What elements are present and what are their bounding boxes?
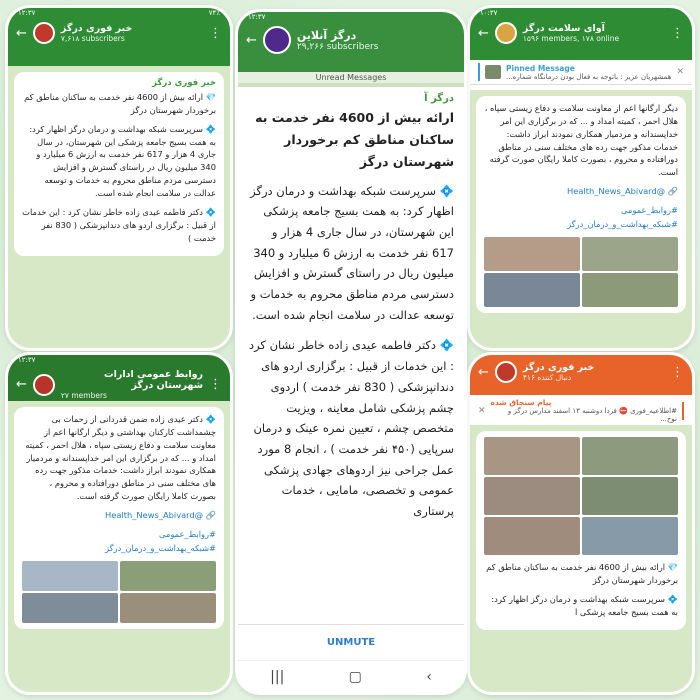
pinned-text: همشهریان عزیز : باتوجه به فعال بودن درمانگاه شماره... <box>506 72 672 81</box>
link-icon: 🔗 <box>205 510 216 521</box>
photo-thumbnail[interactable] <box>120 593 216 623</box>
back-arrow-icon[interactable]: ← <box>478 25 489 41</box>
hashtag-link[interactable]: #روابط_عمومی <box>159 528 216 539</box>
diamond-icon: 💠 <box>439 183 454 198</box>
close-icon[interactable]: ✕ <box>676 67 684 77</box>
back-arrow-icon[interactable]: ← <box>16 25 27 41</box>
photo-thumbnail[interactable] <box>582 517 678 555</box>
message-paragraph: سرپرست شبکه بهداشت و درمان درگز اظهار کرد: به همت بسیج جامعه پزشکی ا <box>491 593 678 617</box>
status-bar <box>470 8 692 20</box>
more-options-icon[interactable]: ⋮ <box>671 364 684 380</box>
photo-thumbnail[interactable] <box>484 273 580 307</box>
pin-thumbnail <box>485 65 501 79</box>
panel-avay-salamat <box>470 8 692 348</box>
photo-thumbnail[interactable] <box>22 593 118 623</box>
back-button[interactable]: ‹ <box>426 668 432 685</box>
group-title[interactable]: روابط عمومی ادارات شهرستان درگز <box>104 369 203 391</box>
follower-count: ۴۱۶ دنبال کننده <box>522 373 572 382</box>
link-icon: 🔗 <box>667 186 678 197</box>
pinned-label: پیام سنجاق شده <box>490 398 552 407</box>
status-time: ۱۲:۳۷ <box>18 9 36 17</box>
hashtag-link[interactable]: #شبکه_بهداشت_و_درمان_درگز <box>567 218 678 229</box>
photo-thumbnail[interactable] <box>582 237 678 271</box>
status-bar <box>8 355 230 367</box>
channel-title[interactable]: خبر فوری درگز <box>60 23 133 34</box>
channel-avatar[interactable] <box>33 22 55 44</box>
diamond-icon: 💎 <box>667 562 678 572</box>
photo-thumbnail[interactable] <box>484 517 580 555</box>
app-header <box>8 355 230 401</box>
app-header <box>470 355 692 395</box>
app-header <box>238 12 464 72</box>
message-headline: ارائه بیش از 4600 نفر خدمت به ساکنان مناطق کم برخوردار شهرستان درگز <box>486 562 678 585</box>
message-paragraph: سرپرست شبکه بهداشت و درمان درگز اظهار کرد: به همت بسیج جامعه پزشکی این شهرستان، در سال جاری 4 هزار و 617 نفر خدمت به ارزش 6 میلیارد و 340 میلیون ریال در راستای گسترش و افزایش دسترسی مردم مناطق محروم به خدمات و توسعه عدالت در سلامت انجام شده است. <box>250 183 454 322</box>
channel-name: خبر فوری درگز <box>152 78 216 88</box>
hashtag-link[interactable]: #روابط_عمومی <box>621 205 678 216</box>
message-bubble[interactable] <box>476 96 686 313</box>
subscriber-count: ۲۹,۲۶۶ subscribers <box>296 41 379 52</box>
photo-thumbnail[interactable] <box>120 561 216 591</box>
diamond-icon: 💠 <box>205 206 216 217</box>
pinned-message-bar[interactable] <box>470 60 692 85</box>
home-button[interactable]: ▢ <box>348 668 362 685</box>
photo-thumbnail[interactable] <box>582 437 678 475</box>
back-arrow-icon[interactable]: ← <box>478 364 489 380</box>
channel-link[interactable]: @Health_News_Abivard <box>104 510 204 521</box>
chat-area[interactable] <box>8 401 230 692</box>
status-bar <box>238 12 464 24</box>
group-avatar[interactable] <box>33 374 55 396</box>
android-nav-bar <box>238 660 464 692</box>
app-header <box>8 8 230 66</box>
photo-thumbnail[interactable] <box>22 561 118 591</box>
app-header <box>470 8 692 60</box>
channel-avatar[interactable] <box>495 361 517 383</box>
message-paragraph: دیگر ارگانها اعم از معاونت سلامت و دفاع زیستی سپاه ، هلال احمر ، کمیته امداد و ... که در برگزاری این امر خداپسندانه و مردمیار همکاری نمودند ابراز داشت: خدمات مذکور جهت رده های مختلف سنی در مناطق دورافتاده و محروم ، بصورت کاملا رایگان صورت گرفته است. <box>484 103 678 178</box>
member-count: ۱۵۹۶ members, ۱۷۸ online <box>522 34 620 43</box>
pin-accent-bar <box>478 63 480 81</box>
diamond-icon: 💠 <box>205 414 216 424</box>
message-paragraph: دکتر فاطمه عیدی زاده خاطر نشان کرد : این خدمات از قبیل : برگزاری اردو های دندانپزشکی ( 830 نفر خدمت ) <box>22 206 216 243</box>
photo-thumbnail[interactable] <box>484 477 580 515</box>
message-paragraph: دکتر عیدی زاده ضمن قدردانی از زحمات بی چشمداشت کارکنان بهداشتی و دیگر ارگانها اعم از معاونت سلامت و دفاع زیستی سپاه ، هلال احمر ، کمیته امداد و ... که در برگزاری این امر خداپسندانه و مردمیار همکاری نمودند ابراز داشت: خدمات مذکور جهت رده های مختلف سنی در مناطق دورافتاده و محروم ، بصورت کاملا رایگان صورت گرفته است. <box>25 414 216 502</box>
channel-name: درگز آ <box>424 93 454 104</box>
diamond-icon: 💠 <box>667 593 678 604</box>
photo-grid[interactable] <box>22 561 216 623</box>
photo-thumbnail[interactable] <box>484 237 580 271</box>
pinned-label: Pinned Message <box>506 63 575 73</box>
unread-divider: Unread Messages <box>238 72 464 83</box>
message-bubble[interactable] <box>238 87 464 627</box>
chat-area[interactable] <box>470 90 692 348</box>
status-time: ۱۰:۳۷ <box>480 9 498 17</box>
close-icon[interactable]: ✕ <box>478 405 486 416</box>
group-title[interactable]: آوای سلامت درگز <box>522 23 605 34</box>
battery-level: ۷۴٪ <box>208 9 220 17</box>
message-headline: ارائه بیش از 4600 نفر خدمت به ساکنان مناطق کم برخوردار شهرستان درگز <box>24 92 216 115</box>
photo-thumbnail[interactable] <box>484 437 580 475</box>
channel-link[interactable]: @Health_News_Abivard <box>566 186 666 197</box>
back-arrow-icon[interactable]: ← <box>16 377 27 392</box>
subscriber-count: ۷,۶۱۸ subscribers <box>60 34 125 43</box>
pinned-message-bar[interactable] <box>470 395 692 427</box>
channel-title[interactable]: خبر فوری درگز <box>522 362 595 373</box>
back-arrow-icon[interactable]: ← <box>246 32 257 48</box>
panel-ravabet-omumi <box>8 355 230 692</box>
hashtag-link[interactable]: #شبکه_بهداشت_و_درمان_درگز <box>105 542 216 553</box>
photo-thumbnail[interactable] <box>582 273 678 307</box>
panel-khabar-fori-eitaa <box>470 355 692 692</box>
message-bubble[interactable] <box>476 431 686 630</box>
unmute-button[interactable]: UNMUTE <box>238 624 464 660</box>
pinned-text: #اطلاعیه_فوری ⛔ فردا دوشنبه ۱۳ اسفند مدارس درگز و نوخ... <box>507 407 677 423</box>
message-bubble[interactable] <box>14 407 224 629</box>
message-bubble[interactable] <box>14 72 224 256</box>
group-avatar[interactable] <box>495 22 517 44</box>
status-time: ۱۲:۳۷ <box>248 13 266 21</box>
message-paragraph: سرپرست شبکه بهداشت و درمان درگز اظهار کرد: به همت بسیج جامعه پزشکی این شهرستان، در سال جاری 4 هزار و 617 نفر خدمت به ارزش 6 میلیارد و 340 میلیون ریال در راستای گسترش و افزایش دسترسی مردم مناطق محروم به خدمات و توسعه عدالت در سلامت انجام شده است. <box>29 123 216 199</box>
status-time: ۱۲:۳۷ <box>18 356 36 364</box>
diamond-icon: 💠 <box>439 338 454 353</box>
diamond-icon: 💠 <box>205 123 216 134</box>
message-paragraph: دکتر فاطمه عیدی زاده خاطر نشان کرد : این خدمات از قبیل : برگزاری اردو های دندانپزشکی ( 830 نفر خدمت ) اردوی چشم پزشکی شامل معاینه ، ویزیت متخصص چشم ، تعیین نمره عینک و درمان سرپایی (۴۵۰ نفر خدمت ) ، انجام 8 مورد عمل جراحی نیز اردوهای جهادی پزشکی عمومی و تخصصی، مامایی ، خدمات پرستاری <box>248 338 454 518</box>
chat-area[interactable] <box>238 72 464 660</box>
photo-grid[interactable] <box>484 437 678 555</box>
diamond-icon: 💎 <box>205 92 216 102</box>
panel-dargaz-online <box>238 12 464 692</box>
recent-apps-button[interactable]: ||| <box>270 668 285 685</box>
photo-grid[interactable] <box>484 237 678 307</box>
more-options-icon[interactable]: ⋮ <box>209 377 222 392</box>
channel-avatar[interactable] <box>263 26 291 54</box>
status-bar <box>8 8 230 20</box>
chat-area[interactable] <box>8 66 230 348</box>
panel-khabar-fori <box>8 8 230 348</box>
message-headline: ارائه بیش از 4600 نفر خدمت به ساکنان مناطق کم برخوردار شهرستان درگز <box>255 110 454 169</box>
photo-thumbnail[interactable] <box>582 477 678 515</box>
channel-title[interactable]: درگز آنلاین <box>296 28 357 42</box>
chat-area[interactable] <box>470 425 692 692</box>
more-options-icon[interactable]: ⋮ <box>209 25 222 41</box>
more-options-icon[interactable]: ⋮ <box>671 25 684 41</box>
pin-accent-bar <box>682 402 684 420</box>
member-count: ۲۷ members <box>60 391 107 400</box>
